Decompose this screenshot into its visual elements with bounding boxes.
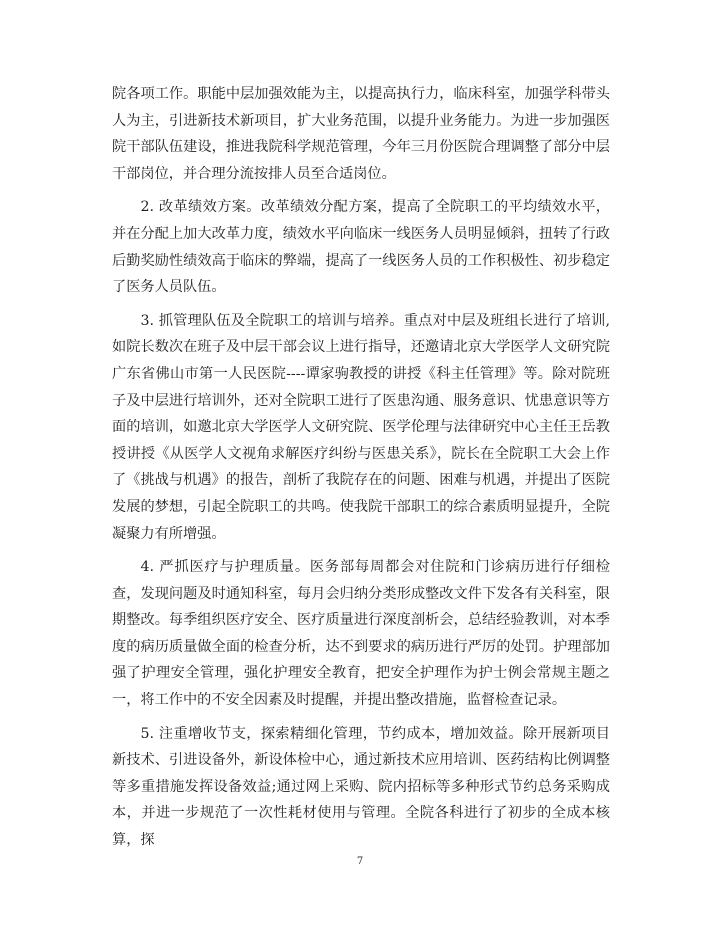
paragraph-item-3: 3. 抓管理队伍及全院职工的培训与培养。重点对中层及班组长进行了培训,如院长数次在班子及中层干部会议上进行指导，还邀请北京大学医学人文研究院广东省佛山市第一人民医院----谭家驹教授的讲授《科主任管理》等。除对院班子及中层进行培训外，还对全院职工进行了医患沟通、服务意识、忧患意识等方面的培训，如邀北京大学医学人文研究院、医学伦理与法律研究中心主任王岳教授讲授《从医学人文视角求解医疗纠纷与医患关系》，院长在全院职工大会上作了《挑战与机遇》的报告，剖析了我院存在的问题、困难与机遇，并提出了医院发展的梦想，引起全院职工的共鸣。使我院干部职工的综合素质明显提升，全院凝聚力有所增强。: [112, 312, 610, 542]
page-number: 7: [356, 856, 364, 867]
paragraph-continuation: 院各项工作。职能中层加强效能为主，以提高执行力，临床科室，加强学科带头人为主，引进新技术新项目，扩大业务范围，以提升业务能力。为进一步加强医院干部队伍建设，推进我院科学规范管理，今年三月份医院合理调整了部分中层干部岗位，并合理分流按排人员至合适岗位。: [112, 86, 610, 182]
paragraph-item-2: 2. 改革绩效方案。改革绩效分配方案，提高了全院职工的平均绩效水平，并在分配上加大改革力度，绩效水平向临床一线医务人员明显倾斜，扭转了行政后勤奖励性绩效高于临床的弊端，提高了一线医务人员的工作积极性、初步稳定了医务人员队伍。: [112, 199, 610, 296]
paragraph-item-4: 4. 严抓医疗与护理质量。医务部每周都会对住院和门诊病历进行仔细检查，发现问题及时通知科室，每月会归纳分类形成整改文件下发各有关科室，限期整改。每季组织医疗安全、医疗质量进行深度剖析会，总结经验教训，对本季度的病历质量做全面的检查分析，达不到要求的病历进行严厉的处罚。护理部加强了护理安全管理，强化护理安全教育，把安全护理作为护士例会常规主题之一，将工作中的不安全因素及时提醒，并提出整改措施，监督检查记录。: [112, 559, 610, 709]
paragraph-item-5: 5. 注重增收节支，探索精细化管理，节约成本，增加效益。除开展新项目新技术、引进设备外，新设体检中心，通过新技术应用培训、医药结构比例调整等多重措施发挥设备效益;通过网上采购、院内招标等多种形式节约总务采购成本，并进一步规范了一次性耗材使用与管理。全院各科进行了初步的全成本核算，探: [112, 725, 610, 849]
body-text: [112, 81, 610, 854]
